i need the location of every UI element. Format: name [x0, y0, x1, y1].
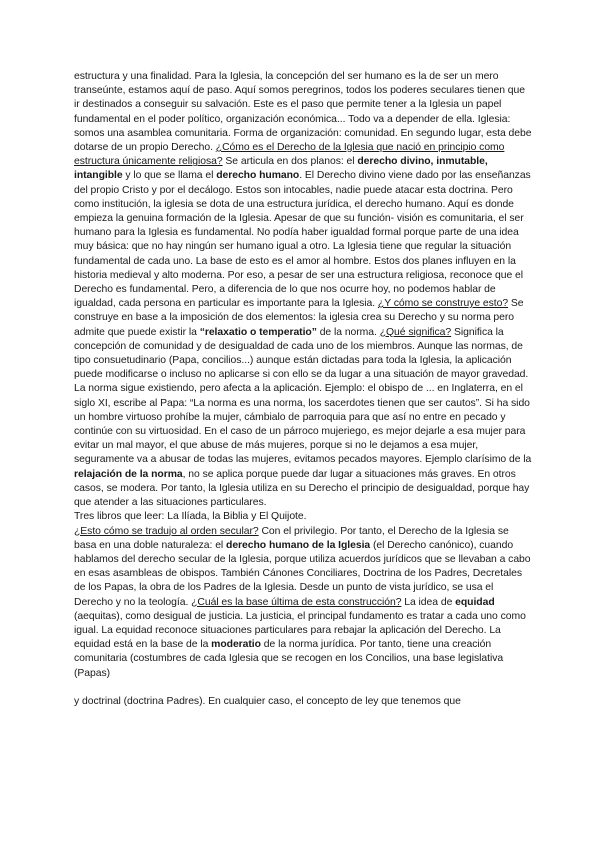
- body-paragraph-2: [74, 510, 532, 524]
- text-run: Con el privilegio. Por tanto, el Derecho de la Iglesia se basa en una doble naturaleza: el: [74, 525, 509, 551]
- text-run: Significa la concepción de comunidad y de desigualdad de cada uno de los miembros. Aunque las normas, de tipo consuetudinario (Papa, concilios...) aunque están dictadas para toda la Iglesia, la aplicación puede modificarse o incluso no aplicarse si con ello se da lugar a una situación de mayor gravedad. La norma sigue existiendo, pero afecta a la aplicación. Ejemplo: el obispo de ... en Inglaterra, en el siglo XI, escribe al Papa: “La norma es una norma, los sacerdotes tienen que ser cautos”. Si ha sido un hombre virtuoso prohíbe la mujer, cámbialo de parroquia para que así no entre en pecado y continúe con su virtuosidad. En el caso de un párroco mujeriego, es mejor dejarle a esa mujer para evitar un mal mayor, el que abuse de más mujeres, porque si no le dejamos a esa mujer, seguramente va a abusar de todas las mujeres, evitamos pecados mayores. Ejemplo clarísimo de la: [74, 326, 532, 466]
- text-run: (el Derecho canónico), cuando hablamos del derecho secular de la Iglesia, porque utiliza acuerdos jurídicos que se llevaban a cabo en esas asambleas de obispos. También Cánones Conciliares, Doctrina de los Padres, Decretales de los Papas, la obra de los Padres de la Iglesia. Desde un punto de vista jurídico, se usa el Derecho y no la teología.: [74, 539, 531, 608]
- bold-term: derecho divino, inmutable, intangible: [74, 156, 488, 182]
- underlined-question: ¿Cuál es la base última de esta construcción?: [191, 596, 402, 608]
- text-run: de la norma jurídica. Por tanto, tiene una creación comunitaria (costumbres de cada Iglesia que se recogen en los Concilios, una base legislativa (Papas): [74, 639, 504, 679]
- underlined-question: ¿Cómo es el Derecho de la Iglesia que nació en principio como estructura únicamente religiosa?: [74, 142, 505, 168]
- document-page: [74, 70, 532, 709]
- bold-term: equidad: [455, 596, 495, 608]
- text-run: Se construye en base a la imposición de dos elementos: la iglesia crea su Derecho y su norma pero admite que puede existir la: [74, 298, 524, 338]
- text-run: (aequitas), como desigual de justicia. La justicia, el principal fundamento es tratar a cada uno como igual. La equidad reconoce situaciones particulares para rebajar la aplicación del Derecho. La equidad está en la base de la: [74, 610, 526, 651]
- bold-term: derecho humano: [216, 170, 300, 182]
- text-run: La idea de: [401, 596, 456, 608]
- bold-term: “relaxatio o temperatio”: [199, 326, 317, 338]
- text-run: , no se aplica porque puede dar lugar a situaciones más graves. En otros casos, se modera. Por tanto, la Iglesia utiliza en su Derecho el principio de desigualdad, porque hay que atender a las situaciones particulares.: [74, 468, 530, 509]
- text-run: . El Derecho divino viene dado por las enseñanzas del propio Cristo y por el decálogo. Estos son intocables, nadie puede atacar esta doctrina. Pero como institución, la iglesia se dota de una estructura jurídica, el derecho humano. Aquí es donde empieza la genuina formación de la Iglesia. Apesar de que su función- visión es comunitaria, el ser humano para la Iglesia es fundamental. No podía haber igualdad formal porque parte de una idea muy básica: que no hay ningún ser humano igual a otro. La Iglesia tiene que regular la situación fundamental de cada uno. La base de esto es el amor al hombre. Estos dos planes influyen en la historia medieval y alto moderna. Por eso, a pesar de ser una estructura religiosa, reconoce que el Derecho es fundamental. Pero, a diferencia de lo que nos ocurre hoy, no podemos hablar de igualdad, cada persona en particular es importante para la Iglesia.: [74, 170, 531, 310]
- underlined-question: ¿Qué significa?: [379, 326, 452, 338]
- text-run: y doctrinal (doctrina Padres). En cualquier caso, el concepto de ley que tenemos que: [74, 695, 461, 707]
- body-paragraph-1: [74, 70, 532, 510]
- underlined-question: ¿Esto cómo se tradujo al orden secular?: [74, 525, 259, 537]
- text-run: y lo que se llama el: [122, 170, 217, 182]
- body-paragraph-4: [74, 695, 532, 709]
- bold-term: derecho humano de la Iglesia: [226, 539, 371, 551]
- bold-term: moderatio: [211, 639, 261, 651]
- text-run: Se articula en dos planos: el: [222, 156, 358, 168]
- text-run: de la norma.: [316, 326, 380, 338]
- underlined-question: ¿Y cómo se construye esto?: [377, 298, 509, 310]
- bold-term: relajación de la norma: [74, 468, 183, 480]
- text-run: Tres libros que leer: La Ilíada, la Biblia y El Quijote.: [74, 511, 307, 523]
- paragraph-gap: [74, 681, 532, 695]
- text-run: estructura y una finalidad. Para la Iglesia, la concepción del ser humano es la de ser un mero transeúnte, estamos aquí de paso. Aquí somos peregrinos, todos los poderes seculares tienen que ir destinados a conseguir su salvación. Este es el paso que permite tener a la Iglesia un papel fundamental en el poder político, organización económica... Todo va a depender de ella. Iglesia: somos una asamblea comunitaria. Forma de organización: comunidad. En segundo lugar, esta debe dotarse de un propio Derecho.: [74, 71, 532, 154]
- body-paragraph-3: [74, 525, 532, 681]
